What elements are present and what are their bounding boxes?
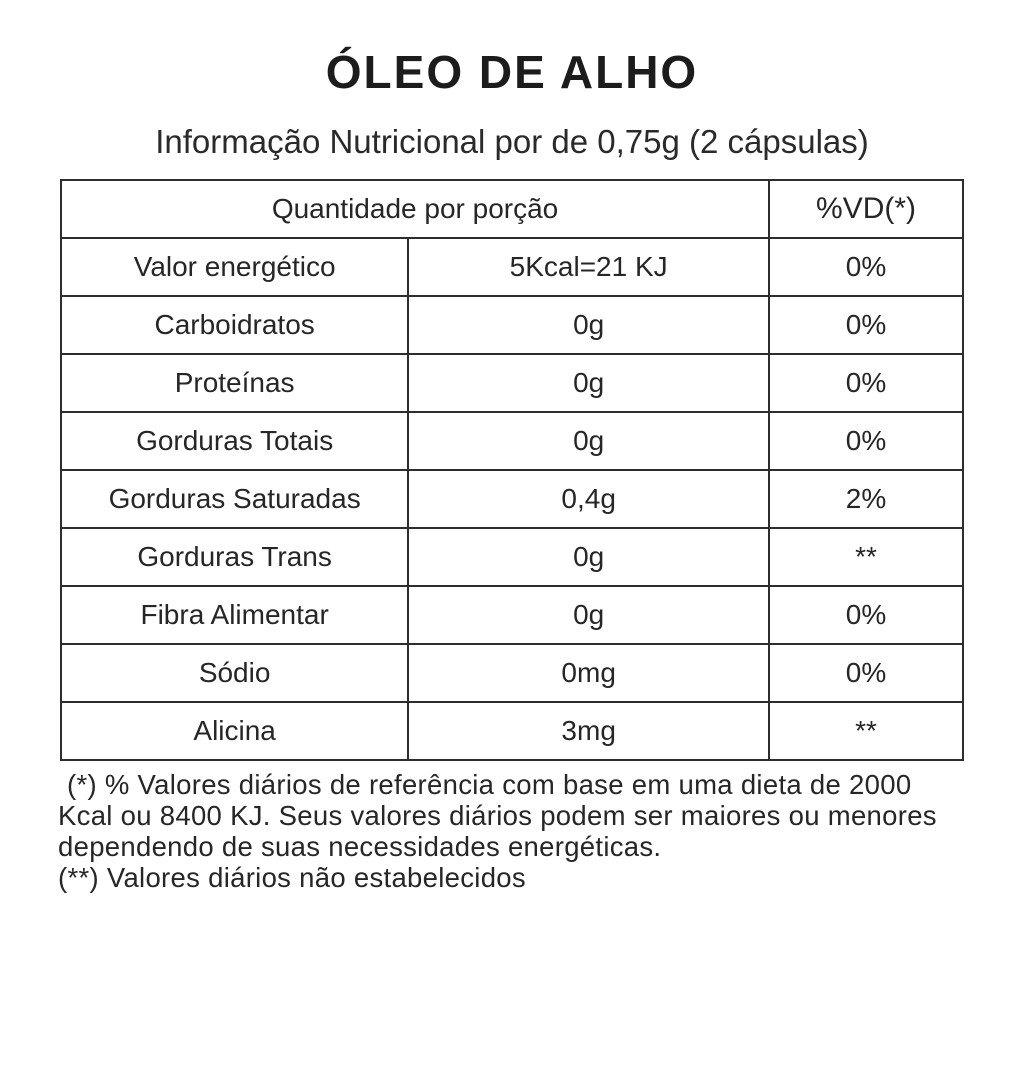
nutrient-dv: 2% (769, 470, 963, 528)
table-row-alicina (61, 702, 963, 760)
nutrient-name: Fibra Alimentar (61, 586, 408, 644)
nutrient-name: Carboidratos (61, 296, 408, 354)
header-quantity-per-serving: Quantidade por porção (61, 180, 769, 238)
nutrient-amount: 0g (408, 354, 769, 412)
product-title: ÓLEO DE ALHO (325, 46, 699, 98)
nutrient-amount: 0g (408, 296, 769, 354)
table-row-valor-energetico (61, 238, 963, 296)
nutrient-amount: 0g (408, 528, 769, 586)
nutrient-dv: 0% (769, 296, 963, 354)
footnote-dv-reference-line-2: Kcal ou 8400 KJ. Seus valores diários podem ser maiores ou menores (58, 799, 937, 831)
nutrition-table (60, 179, 964, 761)
nutrient-dv: 0% (769, 354, 963, 412)
footnote-dv-reference-line-1: (*) % Valores diários de referência com base em uma dieta de 2000 (67, 768, 912, 800)
table-row-carboidratos (61, 296, 963, 354)
table-row-fibra-alimentar (61, 586, 963, 644)
nutrition-label-page (0, 48, 1024, 1072)
footnote-not-established: (**) Valores diários não estabelecidos (58, 861, 526, 893)
nutrient-name: Alicina (61, 702, 408, 760)
nutrient-dv: 0% (769, 644, 963, 702)
table-row-proteinas (61, 354, 963, 412)
nutrient-amount: 0,4g (408, 470, 769, 528)
nutrient-dv: ** (769, 528, 963, 586)
nutrient-name: Proteínas (61, 354, 408, 412)
nutrient-name: Valor energético (61, 238, 408, 296)
nutrient-amount: 5Kcal=21 KJ (408, 238, 769, 296)
nutrient-dv: ** (769, 702, 963, 760)
nutrient-name: Gorduras Saturadas (61, 470, 408, 528)
nutrient-dv: 0% (769, 412, 963, 470)
table-row-gorduras-saturadas (61, 470, 963, 528)
table-row-sodio (61, 644, 963, 702)
nutrient-amount: 3mg (408, 702, 769, 760)
header-daily-value: %VD(*) (769, 180, 963, 238)
nutrition-info-subtitle: Informação Nutricional por de 0,75g (2 cápsulas) (155, 123, 869, 161)
table-row-gorduras-totais (61, 412, 963, 470)
footnotes (58, 769, 1024, 893)
table-row-gorduras-trans (61, 528, 963, 586)
nutrient-name: Gorduras Totais (61, 412, 408, 470)
nutrient-amount: 0g (408, 586, 769, 644)
nutrient-dv: 0% (769, 586, 963, 644)
nutrient-dv: 0% (769, 238, 963, 296)
nutrient-amount: 0g (408, 412, 769, 470)
nutrient-name: Gorduras Trans (61, 528, 408, 586)
footnote-dv-reference-line-3: dependendo de suas necessidades energéticas. (58, 830, 662, 862)
nutrient-name: Sódio (61, 644, 408, 702)
nutrient-amount: 0mg (408, 644, 769, 702)
table-header-row (61, 180, 963, 238)
